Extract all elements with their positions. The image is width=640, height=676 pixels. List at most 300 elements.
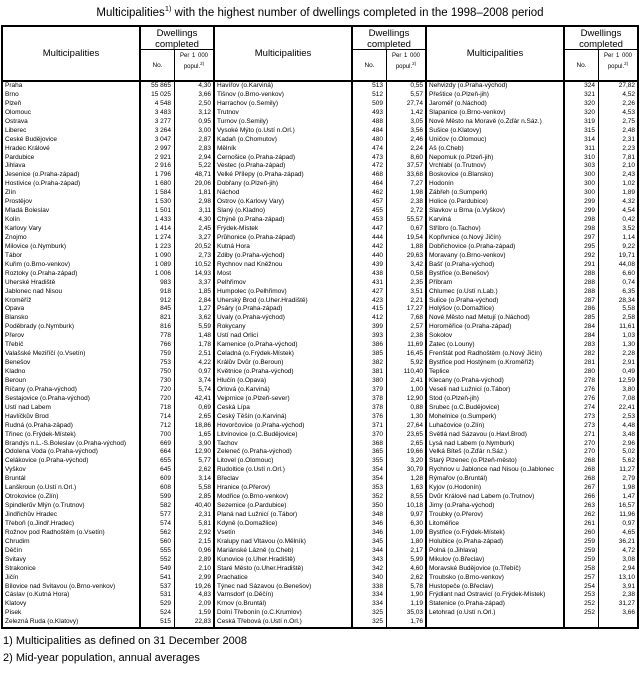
dwellings-no: 912 [141, 297, 175, 306]
dwellings-no: 480 [353, 136, 387, 145]
dwellings-per: 2,87 [198, 135, 211, 143]
municipality-name: Chrudim [3, 538, 141, 547]
dwellings-no: 314 [565, 136, 599, 145]
municipality-name: Turnov (o.Semily) [215, 118, 353, 127]
municipality-name: Mariánské Lázně (o.Cheb) [215, 547, 353, 556]
table-row [3, 270, 213, 279]
table-row [3, 118, 213, 127]
dwellings-no: 382 [353, 359, 387, 368]
table-row [215, 216, 425, 225]
dwellings-per: 3,74 [198, 376, 211, 384]
table-row [215, 162, 425, 171]
dwellings-per: 2,94 [198, 153, 211, 161]
municipality-name: Zdiby (o.Praha-východ) [215, 252, 353, 261]
municipality-name: Planá nad Lužnicí (o.Tábor) [215, 511, 353, 520]
dwellings-per: 3,37 [198, 278, 211, 286]
dwellings-no: 252 [565, 600, 599, 609]
table-row [3, 305, 213, 314]
table-row [3, 279, 213, 288]
municipality-name: Moravany (o.Brno-venkov) [427, 252, 565, 261]
dwellings-per: 7,81 [622, 153, 635, 161]
dwellings-per: 3,90 [198, 439, 211, 447]
municipality-name: Jičín [3, 574, 141, 583]
dwellings-per: 30,79 [406, 466, 423, 474]
table-row [427, 431, 637, 440]
table-row [215, 502, 425, 511]
dwellings-per: 0,96 [198, 546, 211, 554]
municipality-name: Prostějov [3, 198, 141, 207]
dwellings-per: 37,57 [406, 162, 423, 170]
dwellings-no: 55 865 [141, 82, 175, 91]
municipality-name: Dobřichovice (o.Praha-západ) [427, 243, 565, 252]
dwellings-no: 340 [353, 574, 387, 583]
table-row [215, 207, 425, 216]
table-row [427, 100, 637, 109]
table-row [215, 493, 425, 502]
dwellings-per: 2,62 [410, 573, 423, 581]
dwellings-per: 3,80 [622, 385, 635, 393]
dwellings-per: 2,79 [622, 475, 635, 483]
dwellings-no: 1 433 [141, 216, 175, 225]
dwellings-no: 442 [353, 243, 387, 252]
dwellings-per: 3,14 [198, 475, 211, 483]
table-row [427, 323, 637, 332]
dwellings-per: 11,27 [619, 466, 635, 474]
dwellings-no: 393 [353, 332, 387, 341]
municipality-name: Jihlava [3, 162, 141, 171]
municipality-name: Litovel (o.Olomouc) [215, 457, 353, 466]
municipality-name: Vsetín [215, 529, 353, 538]
municipality-name: Troubky (o.Přerov) [427, 511, 565, 520]
dwellings-per: 35,03 [406, 609, 423, 617]
table-row [3, 565, 213, 574]
table-row [215, 261, 425, 270]
dwellings-per: 3,52 [622, 225, 635, 232]
municipality-name: Vejprnice (o.Plzeň-sever) [215, 395, 353, 404]
dwellings-per: 2,31 [198, 511, 211, 518]
dwellings-no: 348 [353, 511, 387, 520]
municipality-name: Liberec [3, 127, 141, 136]
dwellings-no: 300 [565, 171, 599, 180]
table-row [3, 243, 213, 252]
dwellings-no: 845 [141, 305, 175, 314]
dwellings-per: 40,40 [194, 502, 211, 510]
table-row [427, 297, 637, 306]
municipality-name: Srubec (o.Č.Budějovice) [427, 404, 565, 413]
dwellings-per: 3,08 [622, 555, 635, 563]
dwellings-no: 291 [565, 261, 599, 270]
table-row [3, 234, 213, 243]
dwellings-per: 11,69 [407, 341, 423, 349]
dwellings-per: 18,86 [194, 421, 211, 429]
table-row [3, 198, 213, 207]
dwellings-no: 280 [565, 368, 599, 377]
municipality-name: Uničov (o.Olomouc) [427, 136, 565, 145]
dwellings-per: 1,90 [410, 591, 423, 599]
dwellings-no: 655 [141, 457, 175, 466]
municipality-name: Slavkov u Brna (o.Vyškov) [427, 207, 565, 216]
dwellings-per: 5,58 [198, 484, 211, 492]
dwellings-no: 457 [353, 198, 387, 207]
dwellings-per: 3,42 [410, 260, 423, 268]
dwellings-no: 509 [353, 100, 387, 109]
table-row [215, 91, 425, 100]
dwellings-per: 2,73 [198, 251, 211, 259]
table-row [3, 413, 213, 422]
municipality-name: Horoměřice (o.Praha-západ) [427, 323, 565, 332]
municipality-name: Kralupy nad Vltavou (o.Mělník) [215, 538, 353, 547]
municipality-name: Přerov [3, 332, 141, 341]
dwellings-no: 1 501 [141, 207, 175, 216]
municipality-name: Světlá nad Sázavou (o.Havl.Brod) [427, 431, 565, 440]
municipality-name: Vyškov [3, 466, 141, 475]
dwellings-no: 440 [353, 252, 387, 261]
table-row [3, 484, 213, 493]
dwellings-per: 2,23 [622, 144, 635, 152]
table-row [3, 457, 213, 466]
no-header: No. [141, 50, 175, 80]
municipality-name: Psáry (o.Praha-západ) [215, 305, 353, 314]
municipality-name: Jirny (o.Praha-východ) [427, 502, 565, 511]
dwellings-per: 4,30 [198, 82, 211, 89]
dwellings-per: 19,26 [194, 582, 211, 590]
municipality-name: Ostrava [3, 118, 141, 127]
dwellings-per: 3,27 [198, 233, 211, 241]
municipality-name: Bruntál [3, 475, 141, 484]
dwellings-per: 2,84 [198, 296, 211, 304]
dwellings-no: 1 796 [141, 171, 175, 180]
table-row [215, 323, 425, 332]
dwellings-no: 714 [141, 413, 175, 422]
dwellings-per: 5,92 [410, 359, 423, 367]
municipality-name: Nepomuk (o.Plzeň-jih) [427, 154, 565, 163]
municipality-name: Troubsko (o.Brno-venkov) [427, 574, 565, 583]
dwellings-no: 320 [565, 109, 599, 118]
per-footnote-ref: 2) [200, 61, 205, 66]
dwellings-per: 1,98 [410, 189, 423, 197]
municipality-name: Strakonice [3, 565, 141, 574]
table-row [215, 538, 425, 547]
municipality-name: Mohelnice (o.Šumperk) [427, 413, 565, 422]
dwellings-no: 353 [353, 484, 387, 493]
per-1000-header [175, 50, 213, 80]
municipality-name: Uherské Hradiště [3, 279, 141, 288]
dwellings-no: 368 [353, 440, 387, 449]
dwellings-no: 295 [565, 243, 599, 252]
dwellings-per: 8,55 [410, 493, 423, 501]
dwellings-no: 415 [353, 305, 387, 314]
dwellings-per: 1,14 [622, 233, 635, 241]
dwellings-per: 1,47 [622, 493, 635, 501]
table-row [215, 529, 425, 538]
dwellings-per: 0,42 [622, 216, 635, 224]
dwellings-no: 412 [353, 314, 387, 323]
municipality-name: Bystřice (o.Frýdek-Místek) [427, 529, 565, 538]
dwellings-no: 354 [353, 475, 387, 484]
dwellings-per: 22,83 [194, 618, 211, 626]
dwellings-per: 29,06 [194, 180, 211, 188]
table-row [215, 448, 425, 457]
dwellings-no: 399 [353, 323, 387, 332]
dwellings-no: 334 [353, 600, 387, 609]
table-row [427, 127, 637, 136]
municipality-name: Třinec (o.Frýdek-Místek) [3, 431, 141, 440]
per-footnote-ref: 2) [412, 61, 417, 66]
municipality-name: Holýšov (o.Domažlice) [427, 305, 565, 314]
table-row [215, 377, 425, 386]
dwellings-per: 3,56 [410, 126, 423, 134]
table-row [427, 288, 637, 297]
table-row [215, 547, 425, 556]
municipality-name: Prachatice [215, 574, 353, 583]
dwellings-per: 5,99 [410, 555, 423, 563]
table-row [215, 127, 425, 136]
dwellings-per: 12,90 [194, 448, 211, 456]
dwellings-no: 2 916 [141, 162, 175, 171]
dwellings-per: 1,78 [198, 341, 211, 349]
dwellings-per: 1,88 [410, 242, 423, 250]
dwellings-no: 338 [353, 583, 387, 592]
dwellings-per: 2,10 [198, 564, 211, 572]
table-row [3, 466, 213, 475]
dwellings-no: 750 [141, 368, 175, 377]
dwellings-per: 4,52 [622, 90, 635, 98]
title-footnote-ref: 1) [164, 4, 172, 13]
page-title [0, 0, 640, 25]
dwellings-per: 3,62 [198, 314, 211, 322]
dwellings-per: 3,12 [198, 108, 211, 116]
dwellings-per: 1,81 [198, 189, 211, 197]
dwellings-no: 354 [353, 466, 387, 475]
dwellings-no: 268 [565, 466, 599, 475]
group-2-header [215, 27, 425, 82]
municipality-name: Brno [3, 91, 141, 100]
municipality-name: Dolní Třebonín (o.Č.Krumlov) [215, 609, 353, 618]
dwellings-per: 7,68 [410, 314, 423, 322]
municipality-name: Klatovy [3, 600, 141, 609]
dwellings-no: 582 [141, 502, 175, 511]
dwellings-no: 488 [353, 118, 387, 127]
dwellings-per: 1,02 [622, 180, 635, 188]
table-row [427, 341, 637, 350]
table-row [427, 466, 637, 475]
table-row [3, 314, 213, 323]
table-row [427, 162, 637, 171]
table-row [3, 297, 213, 306]
dwellings-no: 513 [353, 82, 387, 91]
table-row [427, 377, 637, 386]
municipality-name: Sezemice (o.Pardubice) [215, 502, 353, 511]
dwellings-per: 1,48 [198, 332, 211, 340]
dwellings-no: 283 [565, 341, 599, 350]
table-row [215, 359, 425, 368]
dwellings-no: 268 [565, 475, 599, 484]
table-row [427, 413, 637, 422]
municipality-name: Zeleneč (o.Praha-východ) [215, 448, 353, 457]
municipality-name: Statenice (o.Praha-západ) [427, 600, 565, 609]
municipality-name: Kopřivnice (o.Nový Jičín) [427, 234, 565, 243]
group-2-rows [215, 82, 425, 627]
dwellings-no: 3 277 [141, 118, 175, 127]
table-row [215, 457, 425, 466]
table-row [215, 198, 425, 207]
dwellings-no: 720 [141, 386, 175, 395]
municipalities-header: Multicipalities [427, 27, 565, 80]
municipality-name: Rudoltice (o.Ústí n.Orl.) [215, 466, 353, 475]
municipality-name: Modřice (o.Brno-venkov) [215, 493, 353, 502]
municipality-name: Velké Přílepy (o.Praha-západ) [215, 171, 353, 180]
dwellings-no: 325 [353, 609, 387, 618]
dwellings-no: 257 [565, 574, 599, 583]
table-row [3, 386, 213, 395]
dwellings-subheader [141, 50, 213, 80]
municipality-name: Vestec (o.Praha-západ) [215, 162, 353, 171]
dwellings-no: 821 [141, 314, 175, 323]
dwellings-no: 299 [565, 207, 599, 216]
dwellings-no: 1 223 [141, 243, 175, 252]
table-row [427, 538, 637, 547]
table-row [3, 609, 213, 618]
footnotes [0, 629, 640, 667]
dwellings-no: 1 414 [141, 225, 175, 234]
municipality-name: Slaný (o.Kladno) [215, 207, 353, 216]
dwellings-header-block [353, 27, 425, 80]
dwellings-per: 2,10 [622, 162, 635, 170]
dwellings-no: 258 [565, 565, 599, 574]
dwellings-completed-header: Dwellings completed [565, 27, 637, 50]
table-group-2 [215, 27, 427, 627]
dwellings-no: 444 [353, 234, 387, 243]
municipality-name: Příbram [427, 279, 565, 288]
dwellings-per [599, 618, 637, 627]
municipality-name: Dobřany (o.Plzeň-jih) [215, 180, 353, 189]
dwellings-no: 324 [565, 82, 599, 91]
municipality-name: Pelhřimov [215, 279, 353, 288]
dwellings-per: 2,85 [198, 493, 211, 501]
dwellings-per: 11,96 [619, 511, 635, 518]
dwellings-no: 562 [141, 529, 175, 538]
dwellings-no: 464 [353, 180, 387, 189]
dwellings-no: 273 [565, 422, 599, 431]
table-row [3, 341, 213, 350]
table-row [427, 547, 637, 556]
dwellings-per: 1,63 [410, 484, 423, 492]
table-row [3, 91, 213, 100]
dwellings-per: 1,09 [410, 528, 423, 536]
dwellings-per: 2,92 [198, 528, 211, 536]
table-row [215, 484, 425, 493]
table-row [427, 118, 637, 127]
municipality-name: Moravské Budějovice (o.Třebíč) [427, 565, 565, 574]
municipality-name: Luhačovice (o.Zlín) [427, 422, 565, 431]
municipality-name: Kdyně (o.Domažlice) [215, 520, 353, 529]
dwellings-per: 48,71 [194, 171, 211, 179]
table-row [215, 386, 425, 395]
table-row [427, 109, 637, 118]
dwellings-no: 320 [565, 100, 599, 109]
municipality-name: Holubice (o.Praha-západ) [427, 538, 565, 547]
dwellings-no: 286 [565, 305, 599, 314]
dwellings-no: 753 [141, 359, 175, 368]
dwellings-per: 1,19 [410, 600, 423, 608]
municipality-name: Úvaly (o.Praha-východ) [215, 314, 353, 323]
table-row [3, 100, 213, 109]
municipality-name: Nehvizdy (o.Praha-východ) [427, 82, 565, 91]
table-row [215, 118, 425, 127]
municipality-name: Havířov (o.Karviná) [215, 82, 353, 91]
municipality-name: Přeštice (o.Plzeň-jih) [427, 91, 565, 100]
municipality-name: Olomouc [3, 109, 141, 118]
dwellings-per: 10,18 [406, 502, 423, 510]
dwellings-no: 281 [565, 359, 599, 368]
dwellings-per: 2,15 [198, 537, 211, 545]
municipality-name: Šlapanice (o.Brno-venkov) [427, 109, 565, 118]
dwellings-no: 345 [353, 538, 387, 547]
per-1000-header [599, 50, 637, 80]
dwellings-per: 6,35 [622, 287, 635, 295]
municipality-name: Kamenice (o.Praha-východ) [215, 341, 353, 350]
dwellings-no: 431 [353, 279, 387, 288]
table-row [215, 109, 425, 118]
dwellings-no: 386 [353, 341, 387, 350]
municipality-name: Květnice (o.Praha-východ) [215, 368, 353, 377]
table-row [215, 252, 425, 261]
municipality-name: Jaroměř (o.Náchod) [427, 100, 565, 109]
per-1000-label: Per 1 000 popul. [391, 53, 421, 70]
dwellings-per: 13,10 [618, 573, 635, 581]
dwellings-per: 5,78 [410, 582, 423, 590]
per-1000-label: Per 1 000 popul. [179, 53, 209, 70]
municipality-name: Veselí nad Lužnicí (o.Tábor) [427, 386, 565, 395]
municipality-name: Harrachov (o.Semily) [215, 100, 353, 109]
municipality-name: Bystřice (o.Benešov) [427, 270, 565, 279]
dwellings-completed-header: Dwellings completed [141, 27, 213, 50]
dwellings-per: 0,49 [622, 368, 635, 375]
table-row [427, 583, 637, 592]
table-row [427, 171, 637, 180]
dwellings-per: 2,50 [198, 99, 211, 107]
dwellings-no: 285 [565, 314, 599, 323]
dwellings-per: 6,60 [622, 269, 635, 277]
municipality-name: Sušice (o.Klatovy) [427, 127, 565, 136]
municipality-name: Týnec nad Sázavou (o.Benešov) [215, 583, 353, 592]
dwellings-no: 529 [141, 600, 175, 609]
municipality-name: Zlín [3, 189, 141, 198]
dwellings-per: 19,66 [406, 448, 423, 456]
municipality-name: Česká Třebová (o.Ústí n.Orl.) [215, 618, 353, 627]
dwellings-per: 11,61 [619, 323, 635, 331]
table-row [215, 180, 425, 189]
dwellings-no: 292 [565, 252, 599, 261]
dwellings-no: 515 [141, 618, 175, 627]
municipality-name: Čeladná (o.Frýdek-Místek) [215, 350, 353, 359]
table-row [215, 440, 425, 449]
table-row [427, 189, 637, 198]
table-row [3, 422, 213, 431]
dwellings-per: 2,53 [622, 412, 635, 420]
municipality-name: Ústí nad Labem [3, 404, 141, 413]
dwellings-no: 254 [565, 583, 599, 592]
table-row [215, 82, 425, 91]
dwellings-table [1, 25, 639, 629]
dwellings-no: 541 [141, 574, 175, 583]
dwellings-no: 267 [565, 484, 599, 493]
table-row [215, 279, 425, 288]
dwellings-no: 474 [353, 145, 387, 154]
dwellings-per: 12,90 [406, 394, 423, 402]
table-row [215, 368, 425, 377]
table-row [215, 350, 425, 359]
